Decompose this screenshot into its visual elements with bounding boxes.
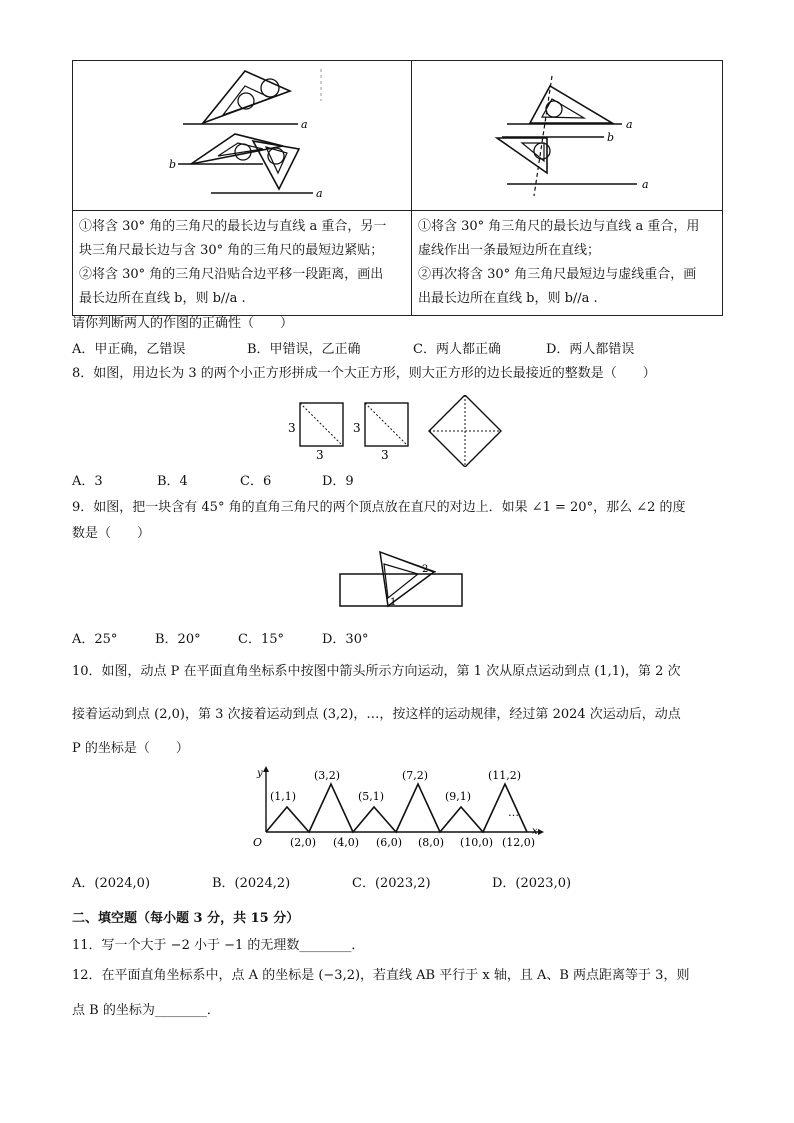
q10-point-7: (7,2) bbox=[402, 769, 429, 782]
q10-point-6: (6,0) bbox=[376, 836, 403, 849]
label-b: b bbox=[169, 158, 177, 171]
q7-left-line-1: ①将含 30° 角的三角尺的最长边与直线 a 重合，另一 bbox=[79, 219, 387, 234]
q10-stem-line-2: 接着运动到点 (2,0)，第 3 次接着运动到点 (3,2)，…，按这样的运动规律，经过第 2024 次运动后，动点 bbox=[72, 707, 681, 722]
q7-option-d[interactable]: D．两人都错误 bbox=[546, 342, 635, 357]
q10-stem-line-1: 10．如图，动点 P 在平面直角坐标系中按图中箭头所示方向运动，第 1 次从原点运动到点 (1,1)，第 2 次 bbox=[72, 664, 681, 679]
q10-point-3: (3,2) bbox=[314, 769, 341, 782]
q9-option-a[interactable]: A．25° bbox=[72, 632, 118, 647]
q8-option-d[interactable]: D．9 bbox=[322, 474, 354, 489]
label-a-upper: a bbox=[301, 118, 308, 131]
q9-stem-line-1: 9．如图，把一块含有 45° 角的直角三角尺的两个顶点放在直尺的对边上．如果 ∠1 = 20°，那么 ∠2 的度 bbox=[72, 500, 686, 515]
q10-stem-line-3: P 的坐标是（ ） bbox=[72, 741, 189, 756]
q10-graph bbox=[250, 764, 545, 856]
q10-point-9: (9,1) bbox=[445, 790, 472, 803]
q7-right-line-4: 出最长边所在直线 b，则 b//a . bbox=[418, 291, 598, 306]
q9-stem-line-2: 数是（ ） bbox=[72, 526, 151, 541]
q7-option-c[interactable]: C．两人都正确 bbox=[413, 342, 501, 357]
q10-point-4: (4,0) bbox=[333, 836, 360, 849]
q8-bottom-label-1: 3 bbox=[316, 448, 324, 462]
q7-right-figure-cell bbox=[412, 61, 723, 211]
q8-left-label: 3 bbox=[288, 421, 296, 435]
q10-point-11: (11,2) bbox=[488, 769, 522, 782]
q10-point-1: (1,1) bbox=[270, 790, 297, 803]
q7-left-figure bbox=[73, 61, 411, 206]
q10-y-label: y bbox=[257, 768, 263, 779]
q8-mid-label: 3 bbox=[353, 421, 361, 435]
label-a-lower-right: a bbox=[642, 178, 649, 191]
q7-left-line-3: ②将含 30° 角的三角尺沿贴合边平移一段距离，画出 bbox=[79, 267, 384, 282]
q7-left-figure-cell bbox=[73, 61, 412, 211]
section-2-title: 二、填空题（每小题 3 分，共 15 分） bbox=[72, 911, 300, 926]
q7-right-line-3: ②再次将含 30° 角三角尺最短边与虚线重合，画 bbox=[418, 267, 697, 282]
q10-point-5: (5,1) bbox=[358, 790, 385, 803]
q8-option-c[interactable]: C．6 bbox=[240, 474, 272, 489]
q8-stem: 8．如图，用边长为 3 的两个小正方形拼成一个大正方形，则大正方形的边长最接近的整数是（ ） bbox=[72, 366, 656, 381]
q10-option-b[interactable]: B．(2024,2) bbox=[212, 876, 291, 891]
q7-question: 请你判断两人的作图的正确性（ ） bbox=[72, 316, 294, 331]
q7-option-b[interactable]: B．甲错误，乙正确 bbox=[247, 342, 361, 357]
q10-point-12: (12,0) bbox=[502, 836, 536, 849]
q8-option-b[interactable]: B．4 bbox=[157, 474, 188, 489]
q7-right-figure bbox=[412, 61, 722, 206]
q9-option-c[interactable]: C．15° bbox=[238, 632, 284, 647]
label-a-upper-right: a bbox=[626, 118, 633, 131]
q10-point-2: (2,0) bbox=[290, 836, 317, 849]
q7-right-line-1: ①将含 30° 角三角尺的最长边与直线 a 重合，用 bbox=[418, 219, 700, 234]
q9-option-b[interactable]: B．20° bbox=[155, 632, 201, 647]
q7-comparison-table bbox=[72, 60, 723, 316]
q10-point-8: (8,0) bbox=[418, 836, 445, 849]
q10-origin: O bbox=[253, 836, 263, 849]
label-a-lower: a bbox=[316, 187, 323, 200]
q7-left-line-2: 块三角尺最长边与含 30° 角的三角尺的最短边紧贴； bbox=[79, 243, 384, 258]
q9-angle-2: 2 bbox=[422, 564, 429, 575]
q9-figure bbox=[338, 548, 466, 612]
label-b-right: b bbox=[607, 131, 615, 144]
q8-figure bbox=[285, 395, 515, 467]
q10-option-a[interactable]: A．(2024,0) bbox=[72, 876, 151, 891]
q12-stem-line-2: 点 B 的坐标为________． bbox=[72, 1003, 220, 1018]
q7-option-a[interactable]: A．甲正确，乙错误 bbox=[72, 342, 186, 357]
q7-left-line-4: 最长边所在直线 b，则 b//a . bbox=[79, 291, 246, 306]
q10-option-c[interactable]: C．(2023,2) bbox=[352, 876, 431, 891]
q10-ellipsis: … bbox=[508, 806, 519, 819]
q7-left-text-cell bbox=[73, 211, 412, 316]
q10-point-10: (10,0) bbox=[460, 836, 494, 849]
q7-right-line-2: 虚线作出一条最短边所在直线； bbox=[418, 243, 601, 258]
q10-option-d[interactable]: D．(2023,0) bbox=[492, 876, 572, 891]
q8-option-a[interactable]: A．3 bbox=[72, 474, 103, 489]
q8-bottom-label-2: 3 bbox=[381, 448, 389, 462]
q11-stem: 11．写一个大于 −2 小于 −1 的无理数________． bbox=[72, 938, 365, 953]
q7-right-text-cell bbox=[412, 211, 723, 316]
q10-x-label: x bbox=[532, 826, 538, 837]
q9-option-d[interactable]: D．30° bbox=[322, 632, 369, 647]
q12-stem-line-1: 12．在平面直角坐标系中，点 A 的坐标是 (−3,2)，若直线 AB 平行于 x 轴，且 A、B 两点距离等于 3，则 bbox=[72, 968, 690, 983]
q9-angle-1: 1 bbox=[390, 597, 397, 608]
